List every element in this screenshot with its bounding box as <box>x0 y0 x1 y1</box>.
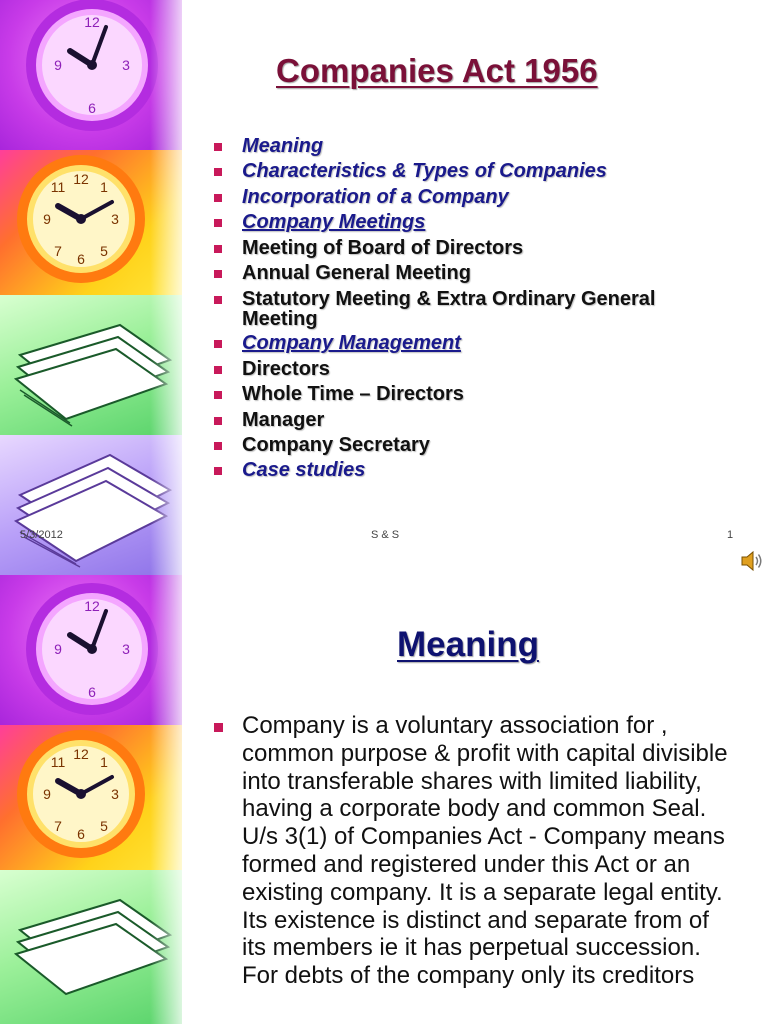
svg-text:11: 11 <box>50 179 66 195</box>
list-item[interactable] <box>214 185 714 210</box>
bullet-square-icon <box>214 245 222 253</box>
topic-link[interactable]: Incorporation of a Company <box>242 185 509 208</box>
decorative-sidebar <box>0 0 182 575</box>
svg-text:12: 12 <box>73 171 89 187</box>
bullet-square-icon <box>214 723 223 732</box>
svg-text:12: 12 <box>84 14 100 30</box>
bullet-square-icon <box>214 219 222 227</box>
svg-text:3: 3 <box>111 786 119 802</box>
list-item[interactable] <box>214 210 714 235</box>
topic-text: Directors <box>242 357 330 380</box>
svg-text:11: 11 <box>50 754 66 770</box>
topic-text: Annual General Meeting <box>242 262 471 285</box>
decorative-sidebar <box>0 575 182 1024</box>
svg-text:9: 9 <box>54 641 62 657</box>
topic-list <box>214 134 714 484</box>
svg-text:12: 12 <box>84 598 100 614</box>
clock-icon <box>14 727 148 861</box>
bullet-square-icon <box>214 143 222 151</box>
footer-page-number: 1 <box>727 529 734 541</box>
bullet-square-icon <box>214 391 222 399</box>
svg-text:12: 12 <box>73 746 89 762</box>
svg-text:9: 9 <box>43 786 51 802</box>
bullet-square-icon <box>214 194 222 202</box>
topic-link[interactable]: Case studies <box>242 459 366 482</box>
clock-icon <box>14 152 148 286</box>
slide-2 <box>0 575 768 1024</box>
svg-text:7: 7 <box>54 243 62 259</box>
svg-text:6: 6 <box>88 684 96 700</box>
list-item <box>214 286 714 331</box>
list-item <box>214 433 714 458</box>
svg-text:5: 5 <box>100 243 108 259</box>
clock-icon <box>22 579 162 719</box>
footer-date: 5/3/2012 <box>20 529 63 541</box>
topic-text: Company Secretary <box>242 434 430 457</box>
footer-author: S & S <box>371 529 400 541</box>
sidebar-fade <box>150 575 200 1024</box>
svg-text:5: 5 <box>100 818 108 834</box>
list-item[interactable] <box>214 331 714 356</box>
svg-text:3: 3 <box>122 57 130 73</box>
topic-text: Whole Time – Directors <box>242 383 464 406</box>
bullet-square-icon <box>214 270 222 278</box>
svg-text:1: 1 <box>100 754 108 770</box>
sidebar-fade <box>150 0 200 575</box>
list-item[interactable] <box>214 458 714 483</box>
list-item <box>214 261 714 286</box>
topic-link[interactable]: Meaning <box>242 135 324 157</box>
svg-text:6: 6 <box>88 100 96 116</box>
list-item <box>214 382 714 407</box>
topic-text: Meeting of Board of Directors <box>242 236 524 259</box>
svg-text:9: 9 <box>43 211 51 227</box>
svg-text:7: 7 <box>54 818 62 834</box>
topic-link[interactable]: Characteristics & Types of Companies <box>242 160 607 183</box>
paragraph-text: Company is a voluntary association for , common purpose & profit with capital divisible into transferable shares with limited liability, having a corporate body and common Seal. U/s 3(1) of Companies Act - Company means formed and registered under this Act or an existing company. It is a separate legal entity. Its existence is distinct and separate from of its members ie it has perpetual succession. For debts of the company only its creditors <box>242 712 728 990</box>
slide-title: Companies Act 1956 <box>276 52 598 89</box>
bullet-square-icon <box>214 366 222 374</box>
svg-text:1: 1 <box>100 179 108 195</box>
list-item <box>214 357 714 382</box>
topic-text: Manager <box>242 408 325 431</box>
list-item[interactable] <box>214 134 714 159</box>
list-item[interactable] <box>214 159 714 184</box>
bullet-square-icon <box>214 296 222 304</box>
svg-text:3: 3 <box>122 641 130 657</box>
bullet-square-icon <box>214 442 222 450</box>
list-item <box>214 236 714 261</box>
speaker-icon[interactable] <box>739 548 765 574</box>
meaning-paragraph <box>214 712 734 990</box>
topic-text: Statutory Meeting & Extra Ordinary General Meeting <box>242 288 656 331</box>
bullet-square-icon <box>214 340 222 348</box>
bullet-square-icon <box>214 417 222 425</box>
svg-text:3: 3 <box>111 211 119 227</box>
list-item <box>214 408 714 433</box>
svg-text:6: 6 <box>77 826 85 842</box>
topic-link[interactable]: Company Meetings <box>242 211 426 234</box>
svg-text:6: 6 <box>77 251 85 267</box>
slide-title: Meaning <box>397 625 539 664</box>
bullet-square-icon <box>214 467 222 475</box>
bullet-square-icon <box>214 168 222 176</box>
svg-text:9: 9 <box>54 57 62 73</box>
clock-icon <box>22 0 162 135</box>
topic-link[interactable]: Company Management <box>242 332 461 355</box>
